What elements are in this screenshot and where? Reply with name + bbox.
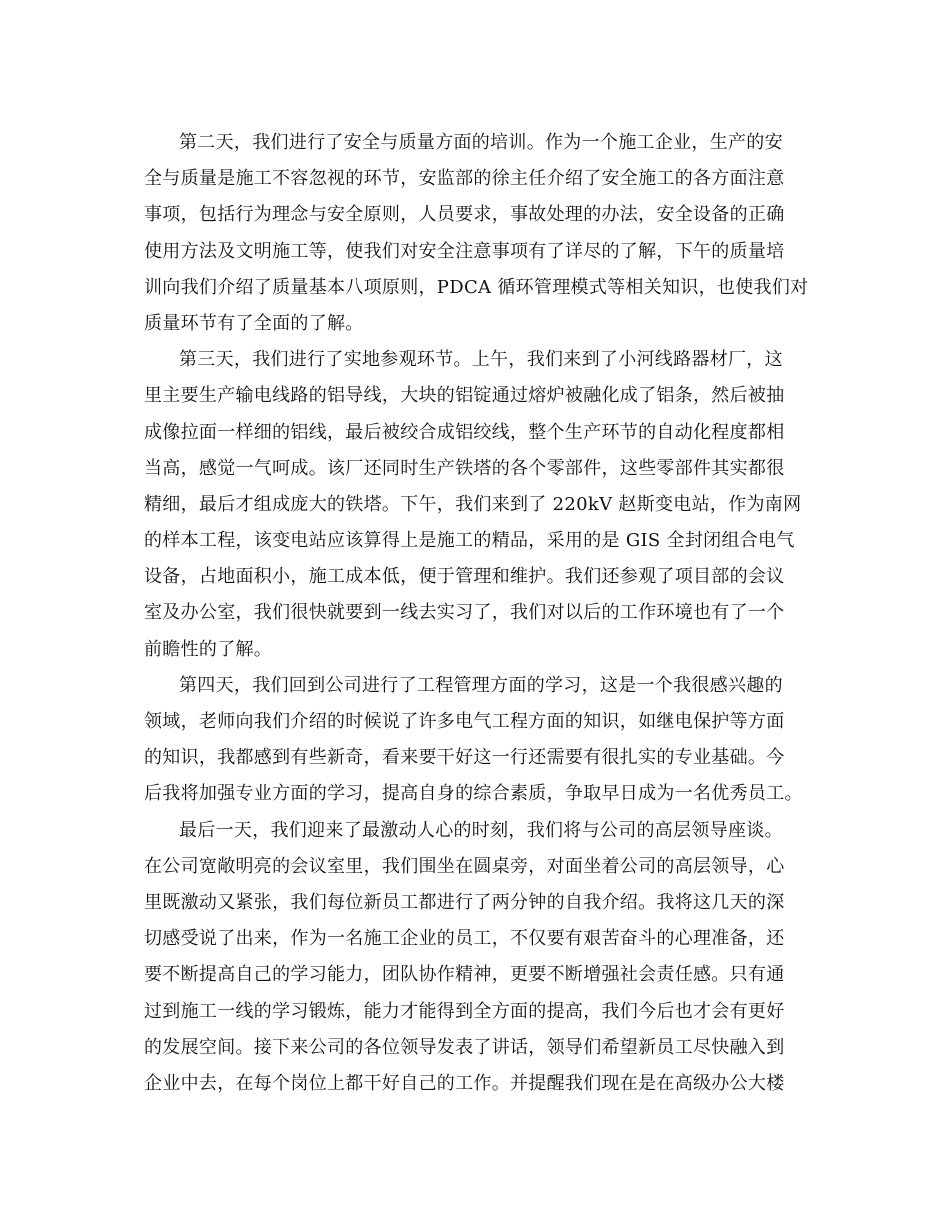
text-line: 室及办公室，我们很快就要到一线去实习了，我们对以后的工作环境也有了一个 [144, 602, 785, 624]
text-line: 过到施工一线的学习锻炼，能力才能得到全方面的提高，我们今后也才会有更好 [144, 1000, 785, 1022]
text-line: 切感受说了出来，作为一名施工企业的员工，不仅要有艰苦奋斗的心理准备，还 [144, 928, 785, 950]
text-line: 前瞻性的了解。 [144, 638, 273, 660]
text-line: 精细，最后才组成庞大的铁塔。下午，我们来到了 220kV 赵斯变电站，作为南网 [144, 493, 802, 515]
text-line: 在公司宽敞明亮的会议室里，我们围坐在圆桌旁，对面坐着公司的高层领导，心 [144, 855, 785, 877]
text-line: 里主要生产输电线路的铝导线，大块的铝锭通过熔炉被融化成了铝条，然后被抽 [144, 385, 785, 407]
text-line: 当高，感觉一气呵成。该厂还同时生产铁塔的各个零部件，这些零部件其实都很 [144, 457, 785, 479]
text-line: 第二天，我们进行了安全与质量方面的培训。作为一个施工企业，生产的安 [179, 132, 783, 153]
text-line: 训向我们介绍了质量基本八项原则，PDCA 循环管理模式等相关知识，也使我们对 [144, 276, 809, 298]
text-line: 企业中去，在每个岗位上都干好自己的工作。并提醒我们现在是在高级办公大楼 [144, 1072, 785, 1094]
text-line: 里既激动又紧张，我们每位新员工都进行了两分钟的自我介绍。我将这几天的深 [144, 891, 785, 913]
text-line: 领域，老师向我们介绍的时候说了许多电气工程方面的知识，如继电保护等方面 [144, 711, 785, 732]
text-line: 设备，占地面积小，施工成本低，便于管理和维护。我们还参观了项目部的会议 [144, 566, 785, 588]
text-line: 要不断提高自己的学习能力，团队协作精神，更要不断增强社会责任感。只有通 [144, 964, 785, 986]
text-line: 使用方法及文明施工等，使我们对安全注意事项有了详尽的了解，下午的质量培 [144, 240, 785, 262]
text-line: 的样本工程，该变电站应该算得上是施工的精品，采用的是 GIS 全封闭组合电气 [144, 530, 795, 552]
text-line: 的知识，我都感到有些新奇，看来要干好这一行还需要有很扎实的专业基础。今 [144, 747, 785, 769]
text-line: 第三天，我们进行了实地参观环节。上午，我们来到了小河线路器材厂，这 [179, 349, 783, 371]
text-line: 全与质量是施工不容忽视的环节，安监部的徐主任介绍了安全施工的各方面注意 [144, 168, 785, 190]
document-body [144, 125, 809, 1102]
text-line: 第四天，我们回到公司进行了工程管理方面的学习，这是一个我很感兴趣的 [179, 674, 783, 696]
text-line: 后我将加强专业方面的学习，提高自身的综合素质，争取早日成为一名优秀员工。 [144, 783, 803, 805]
text-line: 最后一天，我们迎来了最激动人心的时刻，我们将与公司的高层领导座谈。 [179, 819, 783, 841]
text-line: 事项，包括行为理念与安全原则，人员要求，事故处理的办法，安全设备的正确 [144, 204, 785, 226]
text-line: 的发展空间。接下来公司的各位领导发表了讲话，领导们希望新员工尽快融入到 [144, 1036, 785, 1058]
text-line: 成像拉面一样细的铝线，最后被绞合成铝绞线，整个生产环节的自动化程度都相 [144, 421, 785, 443]
text-line: 质量环节有了全面的了解。 [144, 312, 364, 334]
